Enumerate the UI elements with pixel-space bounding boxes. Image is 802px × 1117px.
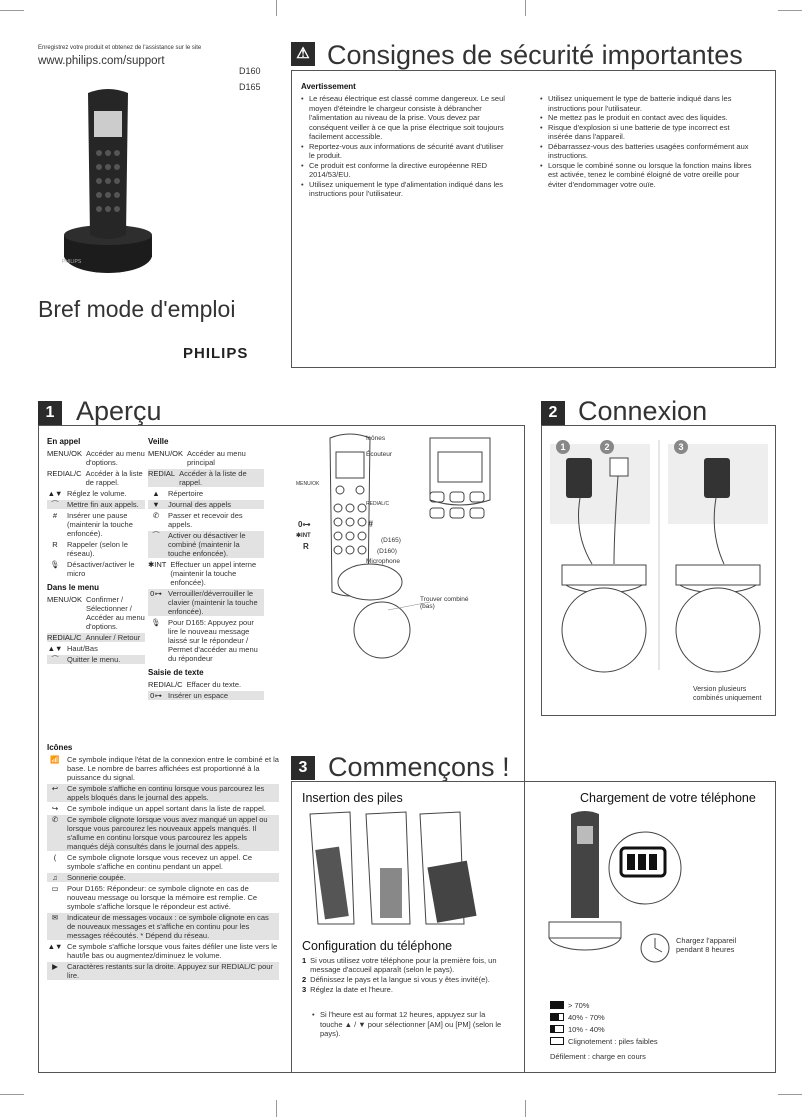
en-appel-item — [47, 449, 145, 467]
crop-mark — [276, 0, 277, 16]
dans-menu-item — [47, 655, 145, 664]
battery-levels — [550, 1001, 770, 1061]
col-en-appel — [47, 432, 145, 666]
icones-item-text: Ce symbole indique l'état de la connexion entre le combiné et la base. Le nombre de barres affichées est proportionné à la puissance du signal. — [67, 755, 279, 782]
veille-key-icon: 0⊶ — [150, 589, 162, 598]
diagram-icones-label: Icônes — [366, 435, 386, 442]
veille-item — [148, 500, 264, 509]
battery-one-third-icon — [550, 1025, 564, 1033]
veille-item-text: Activer ou désactiver le combiné (maintenir la touche enfoncée). — [168, 531, 246, 558]
safety-left-bullet: • Reportez-vous aux informations de sécurité avant d'utiliser le produit. — [301, 142, 505, 161]
veille-key-icon: ✆ — [152, 511, 160, 520]
icones-key-icon: 📶 — [50, 755, 60, 764]
battery-full-icon — [550, 1001, 564, 1009]
diagram-d160-label: (D160) — [377, 548, 397, 555]
dans-menu-item — [47, 644, 145, 653]
phone-diagram — [280, 430, 520, 670]
diagram-r-label: R — [303, 542, 309, 551]
commencons-title: Commençons ! — [328, 752, 510, 782]
safety-left-list — [301, 94, 505, 199]
icones-item — [47, 815, 279, 851]
step-2-badge: 2 — [600, 440, 614, 454]
config-bullet: • Si l'heure est au format 12 heures, appuyez sur la touche ▲ / ▼ pour sélectionner [AM] ou [PM] (selon le pays). — [312, 1010, 502, 1039]
icones-key-icon: ▲▼ — [47, 942, 63, 951]
icones-item-text: Indicateur de messages vocaux : ce symbole clignote en cas de nouveaux messages et s'affiche en continu pour les messages réécoutés. * Dépend du réseau. — [67, 913, 269, 940]
veille-item — [148, 618, 264, 663]
dans-menu-key-icon: REDIAL/C — [47, 633, 82, 642]
veille-key-icon: REDIAL — [148, 469, 176, 478]
icones-key-icon: ✆ — [51, 815, 59, 824]
icones-item-text: Ce symbole indique un appel sortant dans la liste de rappel. — [67, 804, 266, 813]
en-appel-item-text: Rappeler (selon le réseau). — [67, 540, 128, 558]
config-title: Configuration du téléphone — [302, 939, 453, 953]
safety-right-bullet: • Lorsque le combiné sonne ou lorsque la fonction mains libres est activée, tenez le combiné éloigné de votre oreille pour éviter d'endommager votre ouïe. — [540, 161, 752, 190]
dans-menu-item — [47, 595, 145, 631]
en-appel-key-icon: ⌒ — [51, 500, 59, 509]
en-appel-key-icon: REDIAL/C — [47, 469, 82, 478]
veille-item-text: Pour D165: Appuyez pour lire le nouveau message laissé sur le répondeur / Permet d'accéder au menu du répondeur — [168, 618, 258, 663]
saisie-item — [148, 680, 264, 689]
safety-right-bullet: • Risque d'explosion si une batterie de type incorrect est insérée dans l'appareil. — [540, 123, 752, 142]
crop-mark — [778, 1094, 802, 1095]
veille-key-icon: ▼ — [152, 500, 160, 509]
diagram-d165-label: (D165) — [381, 537, 401, 544]
en-appel-item-text: Accéder à la liste de rappel. — [85, 469, 143, 487]
charge-title: Chargement de votre téléphone — [580, 791, 756, 805]
icones-item — [47, 853, 279, 871]
icones-item-text: Ce symbole s'affiche lorsque vous faites défiler une liste vers le haut/le bas ou augmentez/diminuez le volume. — [67, 942, 278, 960]
battery-two-thirds-icon — [550, 1013, 564, 1021]
level-10-40: 10% - 40% — [568, 1025, 605, 1034]
saisie-key-icon: REDIAL/C — [148, 680, 183, 689]
multi-handset-note: Version plusieurs combinés uniquement — [693, 686, 762, 702]
crop-mark — [0, 10, 24, 11]
icones-item-text: Sonnerie coupée. — [67, 873, 126, 882]
section-number-2: 2 — [541, 401, 565, 425]
icones-label: Icônes — [47, 743, 73, 752]
icones-item — [47, 884, 279, 911]
diagram-find-label: Trouver combiné (bas) — [420, 596, 469, 610]
en-appel-item — [47, 469, 145, 487]
scroll-note: Défilement : charge en cours — [550, 1052, 646, 1061]
diagram-menu-label: MENU/OK — [296, 481, 320, 487]
safety-right-list — [540, 94, 752, 189]
phone-product-image — [58, 85, 158, 285]
crop-mark — [525, 0, 526, 16]
en-appel-key-icon: ▲▼ — [47, 489, 63, 498]
model-d160: D160 — [239, 66, 261, 76]
dans-menu-item-text: Confirmer / Sélectionner / Accéder au menu d'options. — [86, 595, 145, 631]
veille-label: Veille — [148, 437, 169, 446]
en-appel-item — [47, 489, 145, 498]
veille-key-icon: ⌒ — [152, 531, 160, 540]
step-3-badge: 3 — [674, 440, 688, 454]
battery-insertion-diagram — [300, 808, 500, 928]
veille-key-icon: ▲ — [152, 489, 160, 498]
diagram-redial-label: REDIAL/C — [366, 501, 390, 507]
saisie-item — [148, 691, 264, 700]
veille-item — [148, 511, 264, 529]
battery-empty-icon — [550, 1037, 564, 1045]
veille-item-text: Accéder à la liste de rappel. — [179, 469, 247, 487]
dans-menu-label: Dans le menu — [47, 583, 100, 592]
icones-key-icon: ▶ — [52, 962, 58, 971]
warning-label: Avertissement — [301, 82, 356, 91]
en-appel-item-text: Mettre fin aux appels. — [67, 500, 139, 509]
saisie-key-icon: 0⊶ — [150, 691, 162, 700]
veille-item-text: Effectuer un appel interne (maintenir la touche enfoncée). — [170, 560, 257, 587]
philips-logo: PHILIPS — [183, 345, 249, 362]
veille-key-icon: ✱INT — [148, 560, 167, 569]
icones-key-icon: ↪ — [51, 804, 59, 813]
en-appel-label: En appel — [47, 437, 81, 446]
level-40-70: 40% - 70% — [568, 1013, 605, 1022]
icones-item — [47, 913, 279, 940]
en-appel-item — [47, 511, 145, 538]
model-d165: D165 — [239, 82, 261, 92]
config-step-2: Définissez le pays et la langue si vous y êtes invité(e). — [310, 975, 490, 984]
icones-item — [47, 784, 279, 802]
en-appel-item-text: Insérer une pause (maintenir la touche enfoncée). — [67, 511, 133, 538]
diagram-star-label: ✱INT — [296, 533, 311, 539]
safety-right-bullet: • Utilisez uniquement le type de batterie indiqué dans les instructions pour l'utilisateur. — [540, 94, 752, 113]
icones-item-text: Ce symbole clignote lorsque vous recevez un appel. Ce symbole s'affiche en continu pendant un appel. — [67, 853, 253, 871]
icones-item — [47, 942, 279, 960]
safety-left-bullet: • Utilisez uniquement le type d'alimentation indiqué dans les instructions pour l'utilisateur. — [301, 180, 505, 199]
en-appel-item-text: Accéder au menu d'options. — [86, 449, 145, 467]
veille-item-text: Passer et recevoir des appels. — [168, 511, 243, 529]
safety-left-bullet: • Le réseau électrique est classé comme dangereux. Le seul moyen d'éteindre le chargeur consiste à débrancher l'alimentation au niveau de la prise. Vous devez par conséquent veiller à ce que la prise électrique soit toujours facilement accessible. — [301, 94, 505, 142]
section-number-1: 1 — [38, 401, 62, 425]
icones-key-icon: ↩ — [51, 784, 59, 793]
crop-mark — [778, 10, 802, 11]
warning-triangle-icon: ⚠ — [291, 42, 315, 66]
veille-item-text: Journal des appels — [168, 500, 231, 509]
icones-key-icon: ♫ — [52, 873, 58, 882]
veille-item-text: Répertoire — [168, 489, 204, 498]
register-text: Enregistrez votre produit et obtenez de l'assistance sur le site — [38, 45, 202, 51]
icones-item-text: Ce symbole s'affiche en continu lorsque vous parcourez les appels bloqués dans le journal des appels. — [67, 784, 265, 802]
en-appel-item — [47, 560, 145, 578]
en-appel-item — [47, 500, 145, 509]
dans-menu-item-text: Annuler / Retour — [85, 633, 141, 642]
icones-key-icon: ( — [53, 853, 57, 862]
piles-title: Insertion des piles — [302, 791, 403, 805]
en-appel-item-text: Désactiver/activer le micro — [67, 560, 135, 578]
icones-item — [47, 804, 279, 813]
config-bullet-list — [312, 1010, 502, 1039]
crop-mark — [276, 1100, 277, 1117]
icones-item — [47, 755, 279, 782]
veille-key-icon: 🎙 — [151, 618, 161, 627]
diagram-earpiece-label: Écouteur — [366, 451, 393, 458]
veille-key-icon: MENU/OK — [148, 449, 184, 458]
support-url[interactable]: www.philips.com/support — [38, 55, 165, 67]
veille-item — [148, 589, 264, 616]
diagram-zero-label: 0⊶ — [298, 520, 311, 529]
safety-right-bullet: • Débarrassez-vous des batteries usagées conformément aux instructions. — [540, 142, 752, 161]
en-appel-key-icon: R — [52, 540, 58, 549]
en-appel-key-icon: MENU/OK — [47, 449, 83, 458]
charge-note: Chargez l'appareil pendant 8 heures — [676, 936, 737, 954]
safety-title: Consignes de sécurité importantes — [327, 40, 743, 70]
safety-right-bullet: • Ne mettez pas le produit en contact avec des liquides. — [540, 113, 752, 123]
en-appel-key-icon: # — [52, 511, 58, 520]
dans-menu-item-text: Haut/Bas — [67, 644, 98, 653]
veille-item — [148, 469, 264, 487]
icones-key-icon: ▭ — [51, 884, 59, 893]
veille-item — [148, 531, 264, 558]
icones-item — [47, 873, 279, 882]
section-number-3: 3 — [291, 756, 315, 780]
diagram-hash-label: # — [368, 519, 374, 529]
dans-menu-key-icon: MENU/OK — [47, 595, 83, 604]
veille-item — [148, 560, 264, 587]
veille-item — [148, 489, 264, 498]
icones-item-text: Caractères restants sur la droite. Appuyez sur REDIAL/C pour lire. — [67, 962, 273, 980]
en-appel-item — [47, 540, 145, 558]
saisie-item-text: Insérer un espace — [168, 691, 229, 700]
doc-subtitle: Bref mode d'emploi — [38, 296, 236, 322]
veille-item — [148, 449, 264, 467]
dans-menu-key-icon: ⌒ — [51, 655, 59, 664]
connexion-diagram — [544, 434, 773, 674]
apercu-title: Aperçu — [76, 396, 162, 426]
icones-item-text: Pour D165: Répondeur: ce symbole clignote en cas de nouveau message ou lorsque la mémoire est remplie. Ce symbole s'affiche lorsque le répondeur est activé. — [67, 884, 258, 911]
connexion-title: Connexion — [578, 396, 708, 426]
dans-menu-item — [47, 633, 145, 642]
icones-item-text: Ce symbole clignote lorsque vous avez manqué un appel ou lorsque vous parcourez les nouveaux appels manqués. Il s'allume en continu lorsque vous parcourez les appels manqués déjà consultés dans le journal des appels. — [67, 815, 268, 851]
config-step-3: Réglez la date et l'heure. — [310, 985, 393, 994]
en-appel-item-text: Réglez le volume. — [67, 489, 127, 498]
safety-left-bullet: • Ce produit est conforme la directive européenne RED 2014/53/EU. — [301, 161, 505, 180]
veille-item-text: Verrouiller/déverrouiller le clavier (maintenir la touche enfoncée). — [168, 589, 258, 616]
config-steps: 1 Si vous utilisez votre téléphone pour la première fois, un message d'accueil apparaît (selon le pays). 2 Définissez le pays et la langue si vous y êtes invité(e). 3 Réglez la date et l'heure. — [302, 956, 502, 995]
dans-menu-key-icon: ▲▼ — [47, 644, 63, 653]
handset-brand: PHILIPS — [62, 259, 82, 265]
icones-key-icon: ✉ — [51, 913, 59, 922]
step-1-badge: 1 — [556, 440, 570, 454]
icones-item — [47, 962, 279, 980]
en-appel-key-icon: 🎙 — [50, 560, 60, 569]
col-veille — [148, 432, 264, 702]
veille-item-text: Accéder au menu principal — [187, 449, 246, 467]
crop-mark — [525, 1100, 526, 1117]
diagram-microphone-label: Microphone — [366, 558, 400, 565]
col-icones — [47, 738, 279, 982]
saisie-item-text: Effacer du texte. — [186, 680, 242, 689]
level-low: Clignotement : piles faibles — [568, 1037, 658, 1046]
config-step-1: Si vous utilisez votre téléphone pour la première fois, un message d'accueil apparaît (selon le pays). — [310, 956, 497, 974]
crop-mark — [0, 1094, 24, 1095]
dans-menu-item-text: Quitter le menu. — [67, 655, 121, 664]
saisie-label: Saisie de texte — [148, 668, 204, 677]
level-70: > 70% — [568, 1001, 590, 1010]
